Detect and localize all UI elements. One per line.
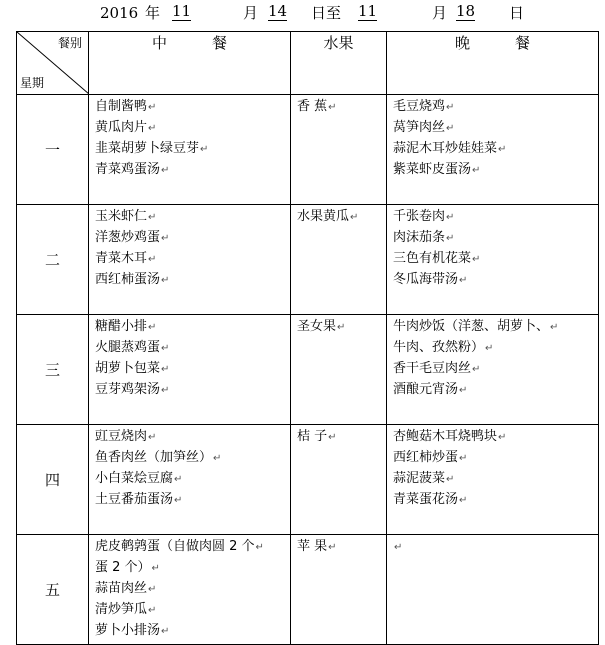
paragraph-mark: ↵ [148, 102, 157, 113]
lunch-dish: 糖醋小排↵ [95, 319, 157, 334]
paragraph-mark: ↵ [350, 212, 359, 223]
dinner-dish: 杏鲍菇木耳烧鸭块↵ [393, 429, 507, 444]
lunch-dish: 火腿蒸鸡蛋↵ [95, 340, 170, 355]
paragraph-mark: ↵ [550, 322, 559, 333]
weekday-label: 五 [44, 581, 60, 599]
fruit-cell [291, 95, 387, 205]
day-suffix: 日 [509, 4, 525, 22]
paragraph-mark: ↵ [446, 123, 455, 134]
dinner-dish: 酒酿元宵汤↵ [393, 382, 468, 397]
header-row [17, 32, 599, 95]
menu-row [17, 95, 599, 205]
lunch-dish: 自制酱鸭↵ [95, 99, 157, 114]
paragraph-mark: ↵ [161, 233, 170, 244]
weekday-cell [17, 95, 89, 205]
month-suffix-1: 月 [243, 4, 259, 22]
paragraph-mark: ↵ [472, 364, 481, 375]
paragraph-mark: ↵ [161, 343, 170, 354]
paragraph-mark: ↵ [148, 212, 157, 223]
year-suffix: 年 [145, 4, 161, 22]
dinner-dish: 肉沫茄条↵ [393, 230, 455, 245]
dinner-dish: 香干毛豆肉丝↵ [393, 361, 481, 376]
lunch-dish: 土豆番茄蛋汤↵ [95, 492, 183, 507]
lunch-dish: 虎皮鹌鹑蛋（自做肉圆 2 个↵ [95, 539, 264, 554]
paragraph-mark: ↵ [498, 144, 507, 155]
lunch-dish: 玉米虾仁↵ [95, 209, 157, 224]
paragraph-mark: ↵ [328, 542, 337, 553]
weekly-menu-table [16, 31, 599, 645]
fruit-header: 水果 [291, 32, 387, 95]
paragraph-mark: ↵ [174, 474, 183, 485]
paragraph-mark: ↵ [459, 495, 468, 506]
lunch-dish: 韭菜胡萝卜绿豆芽↵ [95, 141, 209, 156]
menu-row [17, 315, 599, 425]
lunch-dish: 洋葱炒鸡蛋↵ [95, 230, 170, 245]
menu-date-range [0, 2, 605, 26]
corner-cell [17, 32, 89, 95]
dinner-dish: 青菜蛋花汤↵ [393, 492, 468, 507]
paragraph-mark: ↵ [446, 474, 455, 485]
paragraph-mark: ↵ [161, 385, 170, 396]
weekday-cell [17, 425, 89, 535]
lunch-cell [89, 535, 291, 645]
lunch-dish: 豆芽鸡架汤↵ [95, 382, 170, 397]
lunch-dish: 黄瓜肉片↵ [95, 120, 157, 135]
lunch-dish: 胡萝卜包菜↵ [95, 361, 170, 376]
paragraph-mark: ↵ [337, 322, 346, 333]
paragraph-mark: ↵ [328, 432, 337, 443]
paragraph-mark: ↵ [394, 542, 403, 553]
paragraph-mark: ↵ [148, 322, 157, 333]
paragraph-mark: ↵ [459, 385, 468, 396]
fruit-cell [291, 315, 387, 425]
dinner-cell [387, 205, 599, 315]
paragraph-mark: ↵ [472, 165, 481, 176]
dinner-header: 晚 餐 [387, 32, 599, 95]
menu-row [17, 425, 599, 535]
dinner-dish: 牛肉炒饭（洋葱、胡萝卜、↵ [393, 319, 559, 334]
paragraph-mark: ↵ [174, 495, 183, 506]
paragraph-mark: ↵ [459, 453, 468, 464]
fruit-cell [291, 205, 387, 315]
paragraph-mark: ↵ [148, 584, 157, 595]
end-month: 11 [358, 2, 378, 20]
start-day: 14 [268, 2, 288, 20]
paragraph-mark: ↵ [200, 144, 209, 155]
month-suffix-2: 月 [432, 4, 448, 22]
dinner-cell [387, 95, 599, 205]
fruit-cell [291, 535, 387, 645]
paragraph-mark: ↵ [459, 275, 468, 286]
day-to: 日至 [311, 4, 342, 22]
dinner-cell [387, 315, 599, 425]
fruit-dish: 水果黄瓜↵ [297, 209, 359, 224]
paragraph-mark: ↵ [446, 212, 455, 223]
dinner-dish: 莴笋肉丝↵ [393, 120, 455, 135]
paragraph-mark: ↵ [148, 605, 157, 616]
paragraph-mark: ↵ [161, 626, 170, 637]
paragraph-mark: ↵ [498, 432, 507, 443]
lunch-cell [89, 95, 291, 205]
paragraph-mark: ↵ [161, 275, 170, 286]
year: 2016 [100, 4, 139, 22]
lunch-cell [89, 425, 291, 535]
menu-row [17, 205, 599, 315]
fruit-cell [291, 425, 387, 535]
end-day: 18 [456, 2, 476, 20]
lunch-dish: 鱼香肉丝（加笋丝）↵ [95, 450, 222, 465]
weekday-label: 二 [44, 251, 60, 269]
weekday-cell [17, 535, 89, 645]
paragraph-mark: ↵ [446, 102, 455, 113]
lunch-dish: 蒜苗肉丝↵ [95, 581, 157, 596]
dinner-dish: 紫菜虾皮蛋汤↵ [393, 162, 481, 177]
paragraph-mark: ↵ [148, 123, 157, 134]
weekday-label: 三 [44, 361, 60, 379]
paragraph-mark: ↵ [161, 364, 170, 375]
lunch-dish: 蛋 2 个）↵ [95, 560, 160, 575]
dinner-dish: 蒜泥菠菜↵ [393, 471, 455, 486]
paragraph-mark: ↵ [151, 563, 160, 574]
dinner-dish: 西红柿炒蛋↵ [393, 450, 468, 465]
weekday-label: 四 [44, 471, 60, 489]
paragraph-mark: ↵ [328, 102, 337, 113]
lunch-dish: 西红柿蛋汤↵ [95, 272, 170, 287]
lunch-dish: 萝卜小排汤↵ [95, 623, 170, 638]
weekday-cell [17, 205, 89, 315]
paragraph-mark: ↵ [255, 542, 264, 553]
paragraph-mark: ↵ [485, 343, 494, 354]
paragraph-mark: ↵ [148, 254, 157, 265]
fruit-dish: 苹 果↵ [297, 539, 337, 554]
fruit-dish: 圣女果↵ [297, 319, 346, 334]
dinner-dish: 毛豆烧鸡↵ [393, 99, 455, 114]
lunch-dish: 小白菜烩豆腐↵ [95, 471, 183, 486]
weekday-label: 一 [44, 141, 60, 159]
dinner-dish: 蒜泥木耳炒娃娃菜↵ [393, 141, 507, 156]
dinner-cell [387, 535, 599, 645]
lunch-cell [89, 315, 291, 425]
fruit-dish: 香 蕉↵ [297, 99, 337, 114]
fruit-dish: 桔 子↵ [297, 429, 337, 444]
dinner-dish: 三色有机花菜↵ [393, 251, 481, 266]
paragraph-mark: ↵ [446, 233, 455, 244]
start-month: 11 [172, 2, 192, 20]
lunch-dish: 青菜鸡蛋汤↵ [95, 162, 170, 177]
corner-meal-label: 餐别 [57, 36, 82, 50]
lunch-dish: 豇豆烧肉↵ [95, 429, 157, 444]
dinner-dish: 冬瓜海带汤↵ [393, 272, 468, 287]
menu-row [17, 535, 599, 645]
lunch-dish: 青菜木耳↵ [95, 251, 157, 266]
dinner-cell [387, 425, 599, 535]
lunch-dish: 清炒笋瓜↵ [95, 602, 157, 617]
paragraph-mark: ↵ [472, 254, 481, 265]
paragraph-mark: ↵ [148, 432, 157, 443]
lunch-cell [89, 205, 291, 315]
dinner-dish: 千张卷肉↵ [393, 209, 455, 224]
paragraph-mark: ↵ [213, 453, 222, 464]
paragraph-mark: ↵ [161, 165, 170, 176]
weekday-cell [17, 315, 89, 425]
lunch-header: 中 餐 [89, 32, 291, 95]
dinner-dish: 牛肉、孜然粉）↵ [393, 340, 494, 355]
corner-weekday-label: 星期 [20, 76, 45, 90]
